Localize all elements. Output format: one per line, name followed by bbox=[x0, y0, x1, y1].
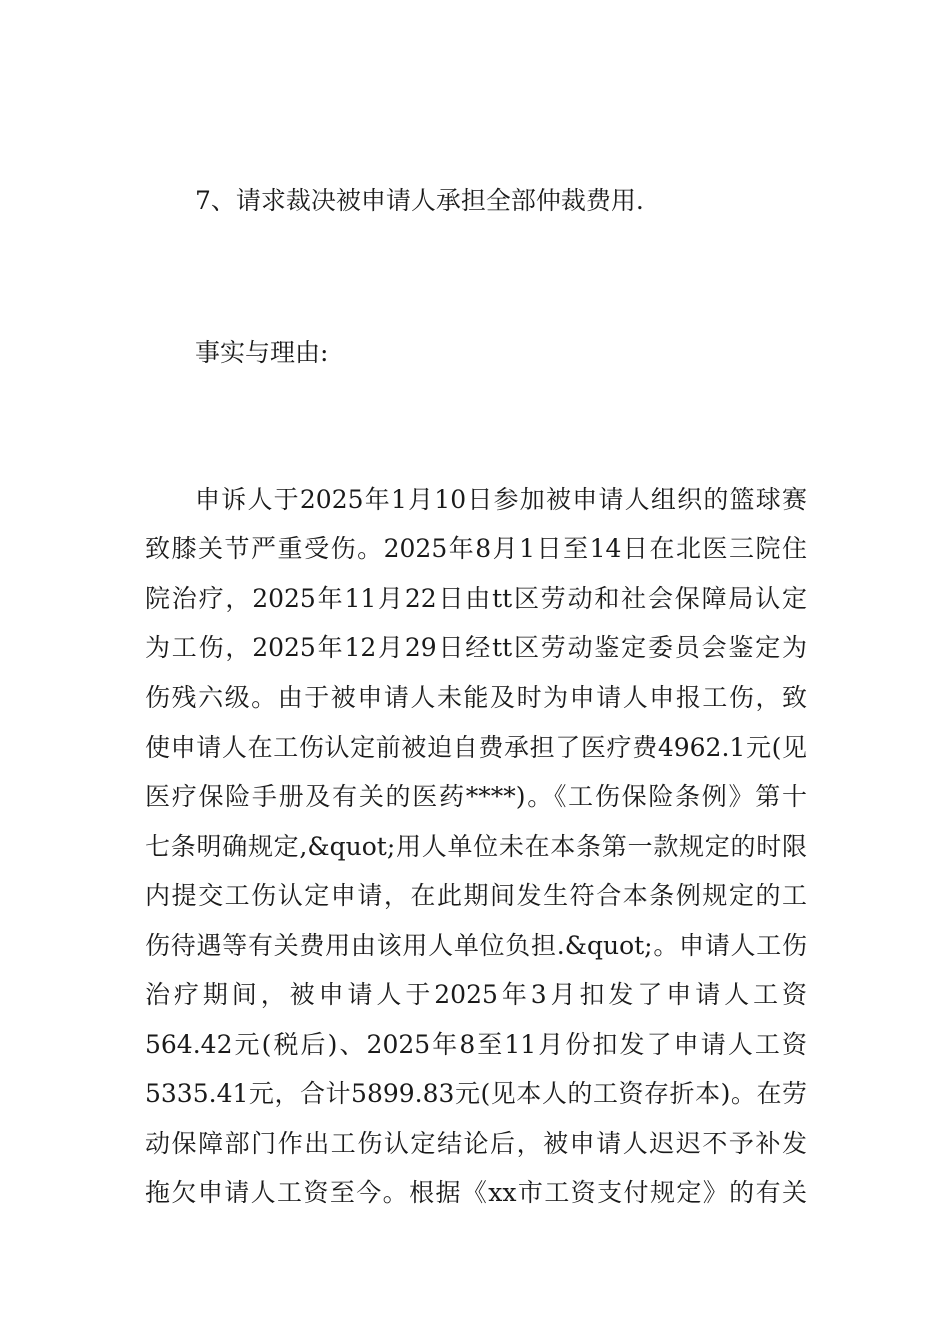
body-line: 动保障部门作出工伤认定结论后，被申请人迟迟不予补发 bbox=[145, 1129, 807, 1158]
body-line: 七条明确规定,&quot;用人单位未在本条第一款规定的时限 bbox=[145, 832, 807, 861]
body-line: 拖欠申请人工资至今。根据《xx市工资支付规定》的有关 bbox=[145, 1178, 807, 1207]
body-line: 伤待遇等有关费用由该用人单位负担.&quot;。申请人工伤 bbox=[145, 931, 807, 960]
body-line: 院治疗，2025年11月22日由tt区劳动和社会保障局认定 bbox=[145, 584, 807, 613]
body-line: 5335.41元，合计5899.83元(见本人的工资存折本)。在劳 bbox=[145, 1079, 807, 1108]
body-line: 564.42元(税后)、2025年8至11月份扣发了申请人工资 bbox=[145, 1030, 807, 1059]
body-line: 内提交工伤认定申请，在此期间发生符合本条例规定的工 bbox=[145, 881, 807, 910]
body-line: 医疗保险手册及有关的医药****)。《工伤保险条例》第十 bbox=[145, 782, 807, 811]
body-line: 申诉人于2025年1月10日参加被申请人组织的篮球赛 bbox=[195, 485, 807, 514]
body-line: 使申请人在工伤认定前被迫自费承担了医疗费4962.1元(见 bbox=[145, 733, 807, 762]
body-line: 治疗期间，被申请人于2025年3月扣发了申请人工资 bbox=[145, 980, 807, 1009]
body-line: 伤残六级。由于被申请人未能及时为申请人申报工伤，致 bbox=[145, 683, 807, 712]
body-line: 致膝关节严重受伤。2025年8月1日至14日在北医三院住 bbox=[145, 534, 807, 563]
request-item-7: 7、请求裁决被申请人承担全部仲裁费用. bbox=[195, 186, 644, 215]
body-line: 为工伤，2025年12月29日经tt区劳动鉴定委员会鉴定为 bbox=[145, 633, 807, 662]
facts-heading: 事实与理由: bbox=[195, 338, 329, 367]
